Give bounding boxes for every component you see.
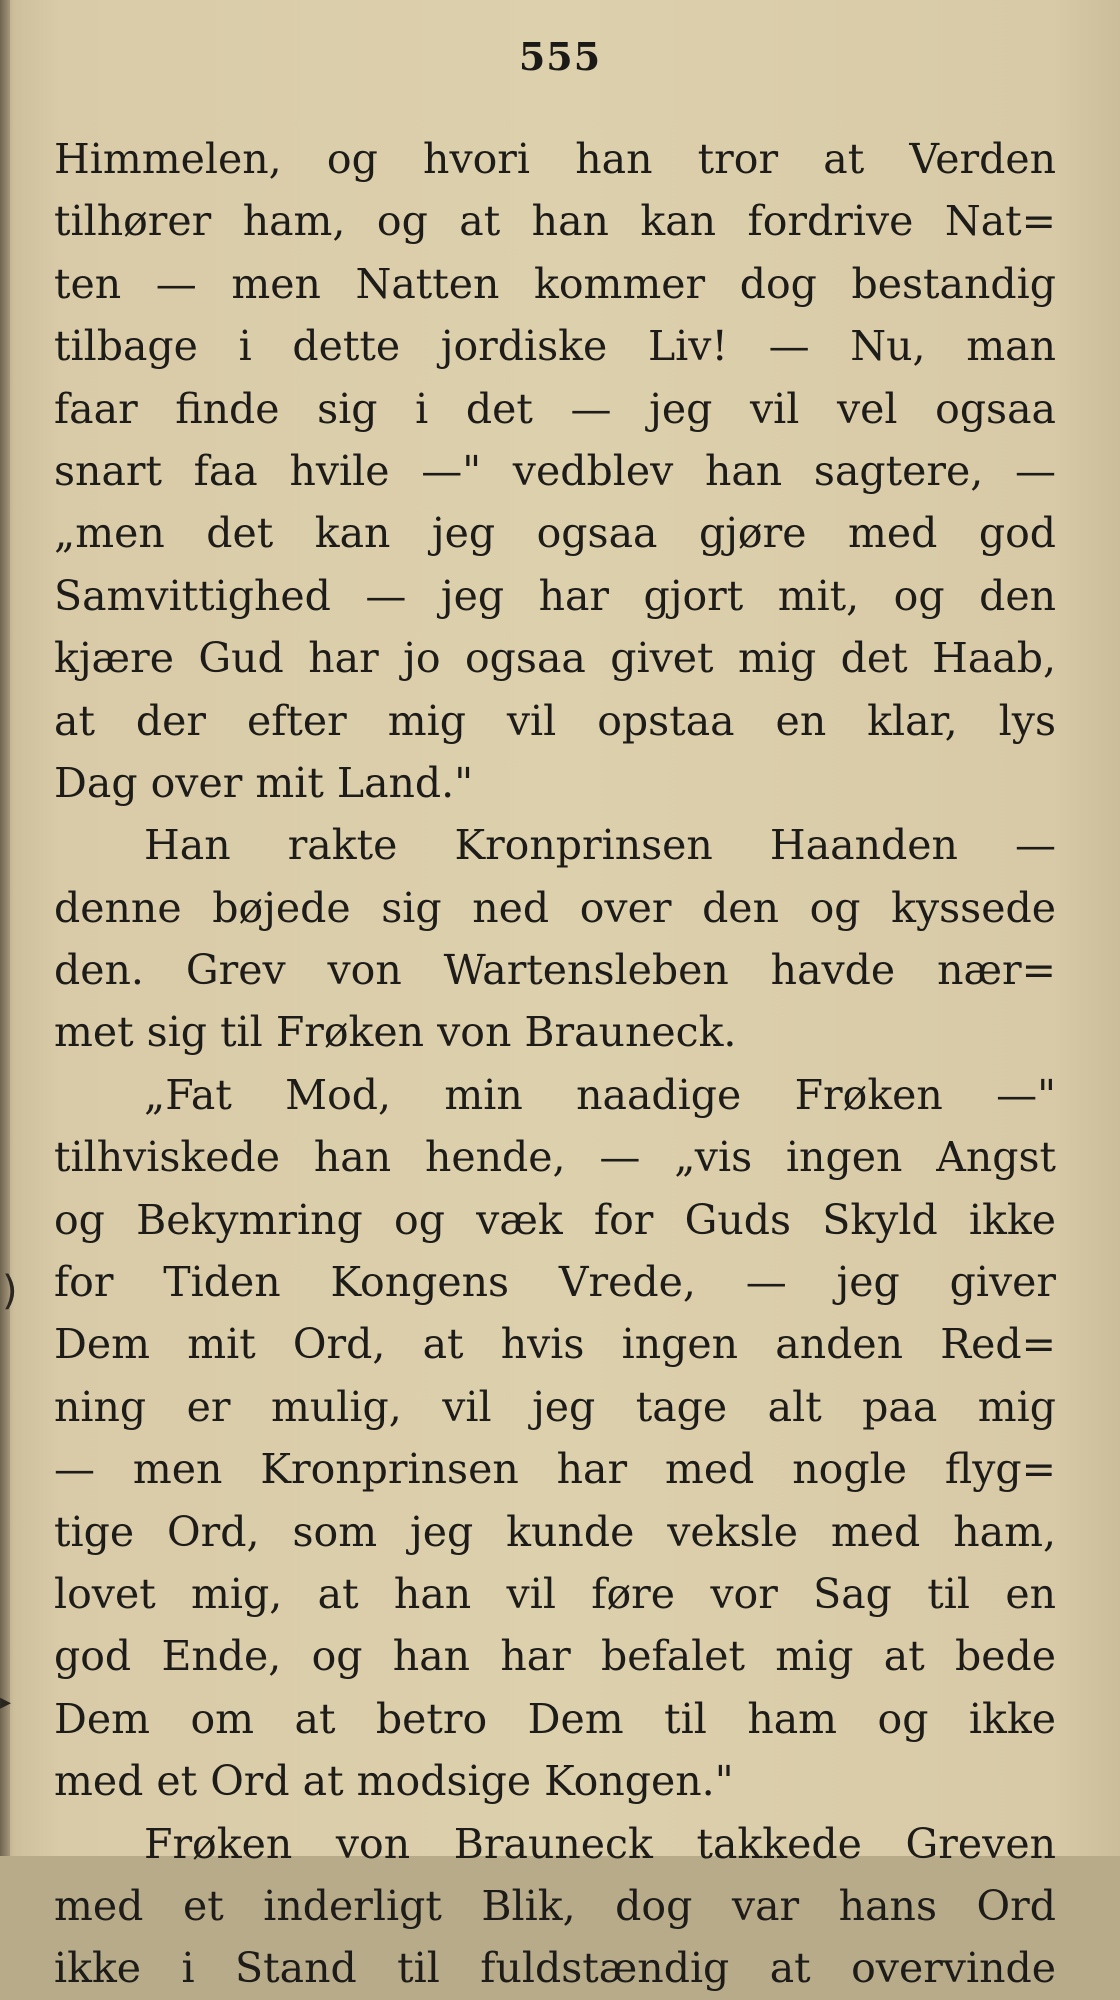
- text-line: „men det kan jeg ogsaa gjøre med god: [54, 509, 1056, 558]
- body-text: [54, 128, 1056, 2000]
- page-number: 555: [518, 34, 602, 79]
- text-line: for Tiden Kongens Vrede, — jeg giver: [54, 1258, 1056, 1307]
- text-line: tige Ord, som jeg kunde veksle med ham,: [54, 1507, 1056, 1556]
- text-line: denne bøjede sig ned over den og kyssede: [54, 883, 1056, 932]
- page-binding-edge: [0, 0, 10, 1856]
- margin-mark: ): [2, 1268, 18, 1314]
- text-line: med et inderligt Blik, dog var hans Ord: [54, 1881, 1056, 1930]
- text-line: og Bekymring og væk for Guds Skyld ikke: [54, 1195, 1056, 1244]
- text-line: tilhører ham, og at han kan fordrive Nat=: [54, 197, 1056, 246]
- text-line: Dem mit Ord, at hvis ingen anden Red=: [54, 1320, 1056, 1369]
- text-line: lovet mig, at han vil føre vor Sag til en: [54, 1569, 1056, 1618]
- margin-arrow-mark: ▸: [0, 1690, 12, 1715]
- paragraph-start-line: Han rakte Kronprinsen Haanden —: [144, 821, 1056, 870]
- text-line: tilhviskede han hende, — „vis ingen Angst: [54, 1133, 1056, 1182]
- text-line: Himmelen, og hvori han tror at Verden: [54, 135, 1056, 183]
- text-line: Dag over mit Land.": [54, 758, 474, 807]
- text-line: at der efter mig vil opstaa en klar, lys: [54, 696, 1056, 745]
- text-line: ning er mulig, vil jeg tage alt paa mig: [54, 1382, 1056, 1431]
- text-line: den. Grev von Wartensleben havde nær=: [54, 946, 1056, 995]
- text-line: — men Kronprinsen har med nogle flyg=: [54, 1445, 1056, 1494]
- text-line: god Ende, og han har befalet mig at bede: [54, 1632, 1056, 1681]
- text-line: med et Ord at modsige Kongen.": [54, 1757, 734, 1806]
- text-line: ten — men Natten kommer dog bestandig: [54, 259, 1056, 308]
- text-line: kjære Gud har jo ogsaa givet mig det Haab,: [54, 634, 1056, 683]
- text-line: Dem om at betro Dem til ham og ikke: [54, 1694, 1056, 1743]
- text-line: Samvittighed — jeg har gjort mit, og den: [54, 571, 1056, 620]
- text-line: snart faa hvile —" vedblev han sagtere, —: [54, 446, 1056, 495]
- text-line: tilbage i dette jordiske Liv! — Nu, man: [54, 322, 1056, 371]
- text-line: ikke i Stand til fuldstændig at overvinde: [54, 1944, 1056, 1993]
- text-line: faar finde sig i det — jeg vil vel ogsaa: [54, 384, 1056, 433]
- paragraph-start-line: „Fat Mod, min naadige Frøken —": [144, 1070, 1056, 1119]
- text-line: met sig til Frøken von Brauneck.: [54, 1008, 737, 1057]
- paragraph-start-line: Frøken von Brauneck takkede Greven: [144, 1819, 1056, 1868]
